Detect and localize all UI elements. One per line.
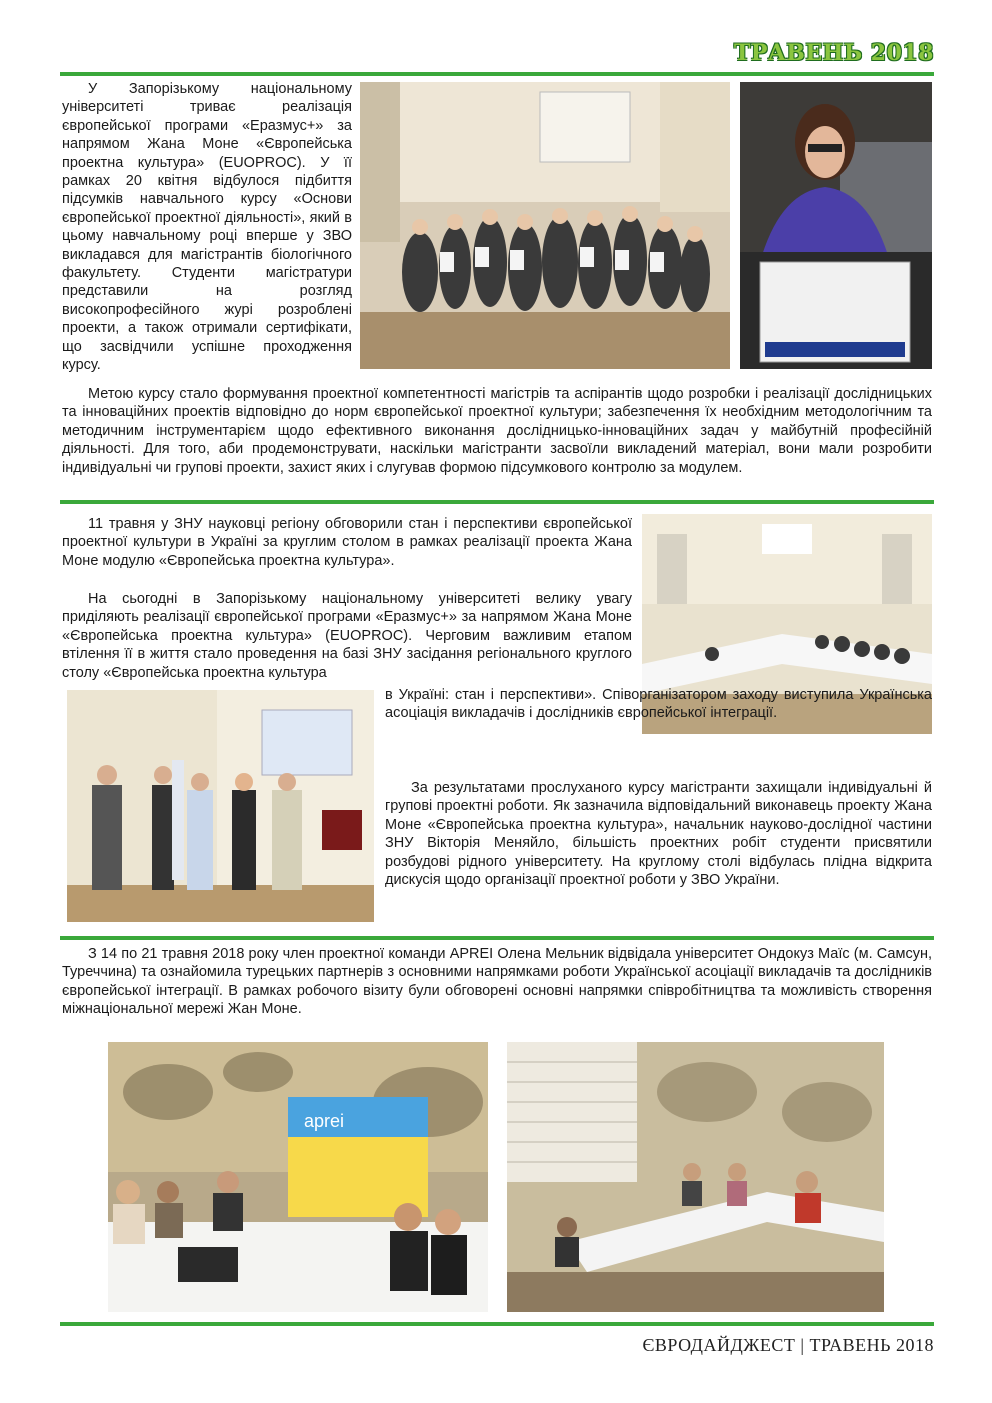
screen-logo-text: aprei: [304, 1111, 345, 1131]
turkey-meeting-photo-2: [507, 1042, 884, 1312]
section3-p1: З 14 по 21 травня 2018 року член проектної команди APREI Олена Мельник відвідала університет Ондокуз Маїс (м. Самсун, Туреччина) та ознайомила турецьких партнерів з основними напрямками роботи Української асоціації викладачів та дослідників європейської інтеграції. В рамках робочого візиту були обговорені основні напрямки співробітництва та можливість створення міжнаціональної мережі Жан Моне.: [62, 946, 932, 1018]
bottom-rule: [60, 1322, 934, 1326]
top-rule: [60, 72, 934, 76]
issue-header: ТРАВЕНЬ 2018: [733, 40, 934, 66]
section2-p1: 11 травня у ЗНУ науковці регіону обговорили стан і перспективи європейської проектної культури в Україні за круглим столом в рамках реалізації проекта Жана Моне модулю «Європейська проектна культура».: [62, 516, 632, 569]
speaker-photo: [740, 82, 932, 369]
organizers-photo: [67, 690, 374, 922]
turkey-meeting-photo-1: [108, 1042, 488, 1312]
section2-p2: На сьогодні в Запорізькому національному університеті велику увагу приділяють реалізації європейської програми «Еразмус+» за напрямом Жана Моне «Європейська проектна культура» (EUOPROC). Черговим важливим етапом втілення її в життя стало проведення на базі ЗНУ засідання регіонального круглого столу «Європейська проектна культура: [62, 591, 632, 681]
section1-intro: У Запорізькому національному університеті триває реалізація європейської програми «Еразмус+» за напрямом Жана Моне «Європейська проектна культура» (EUOPROC). У її рамках 20 квітня відбулося підбиття підсумків навчального курсу «Основи європейської проектної діяльності», який в цьому навчальному році вперше у ЗВО викладався для магістрантів біологічного факультету. Студенти магістратури представили на розгляд високопрофесійного журі розроблені проекти, а також отримали сертифікати, що засвідчили успішне проходження курсу.: [62, 81, 352, 374]
section2-p2-continued: в Україні: стан і перспективи». Співорганізатором заходу виступила Українська асоціація викладачів і дослідників європейської інтеграції.: [385, 687, 932, 722]
section-divider-1: [60, 500, 934, 504]
group-photo-students: [360, 82, 730, 369]
section2-p3: За результатами прослуханого курсу магістранти захищали індивідуальні й групові проектні роботи. Як зазначила відповідальний виконавець проекту Жана Моне «Європейська проектна культура», начальник науково-дослідної частини ЗНУ Вікторія Меняйло, більшість проектних робіт студенти присвятили розбудові рідного університету. На круглому столі відбулась плідна відкрита дискусія щодо організації проектної роботи у ЗВО України.: [385, 780, 932, 889]
section-divider-2: [60, 936, 934, 940]
section1-body: Метою курсу стало формування проектної компетентності магістрів та аспірантів щодо розробки і реалізації дослідницьких та інноваційних проектів відповідно до норм європейської проектної культури; забезпечення їх необхідним методологічним та методичним інструментарієм щодо ефективного виконання дослідницько-інноваційних задач у майбутній професійній діяльності. Для того, аби продемонструвати, наскільки магістранти засвоїли викладений матеріал, вони мали розробити індивідуальні чи групові проекти, захист яких і слугував формою підсумкового контролю за модулем.: [62, 386, 932, 476]
footer-publication: ЄВРОДАЙДЖЕСТ | ТРАВЕНЬ 2018: [642, 1335, 934, 1355]
